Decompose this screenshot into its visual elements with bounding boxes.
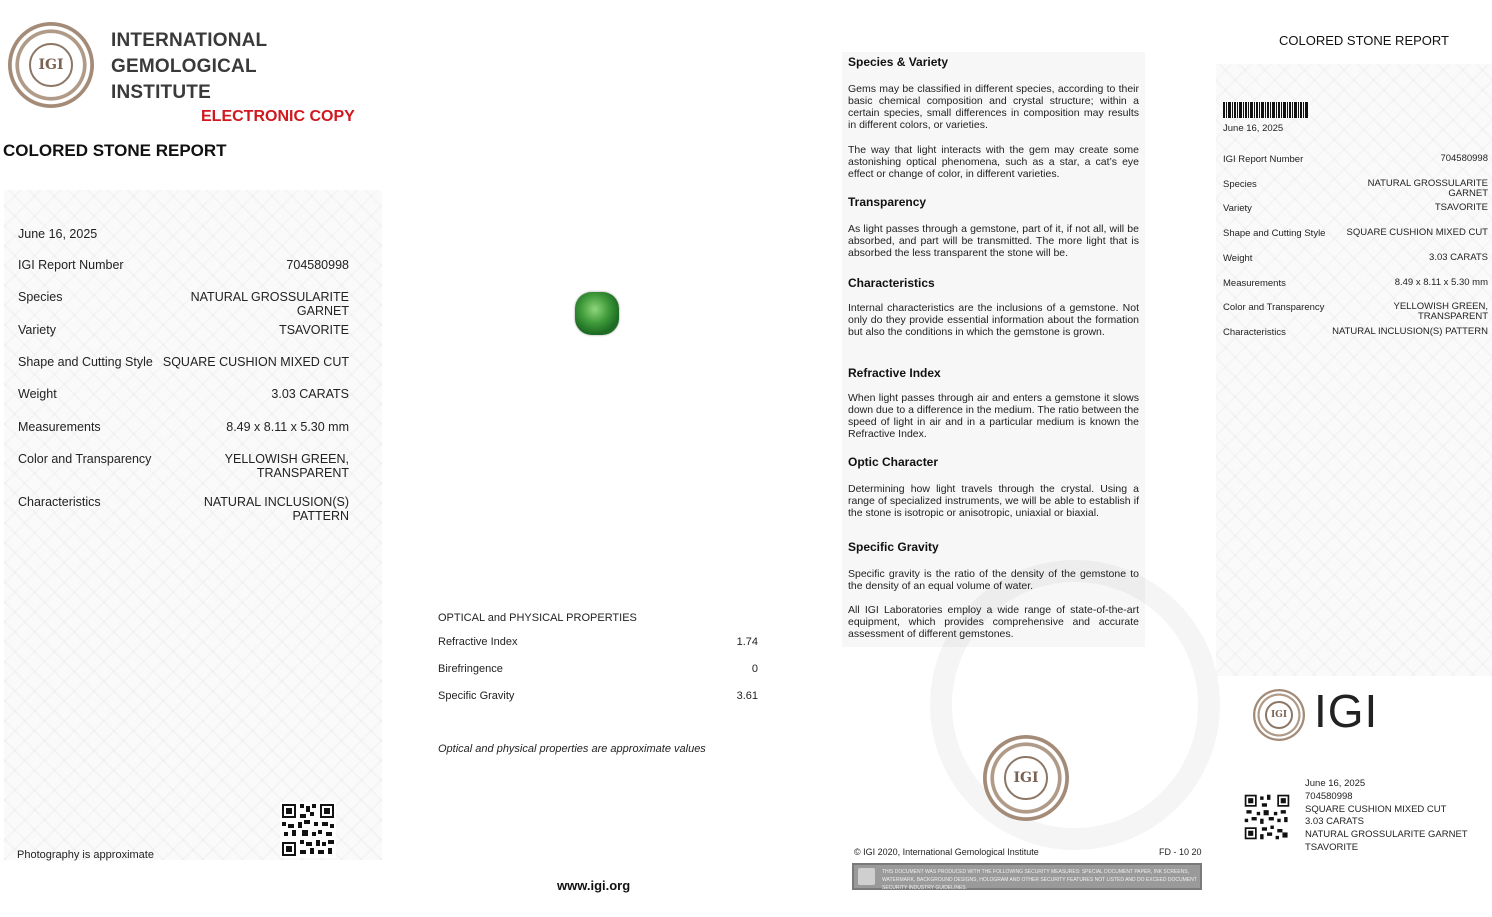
characteristics-value-line2: PATTERN — [292, 509, 349, 523]
rc-shape-label: Shape and Cutting Style — [1223, 228, 1326, 239]
refractive-index-label: Refractive Index — [438, 636, 518, 648]
rc-characteristics-value: NATURAL INCLUSION(S) PATTERN — [1332, 326, 1488, 337]
rc-summary-species: NATURAL GROSSULARITE GARNET — [1305, 829, 1468, 841]
rc-weight-row — [1223, 253, 1488, 264]
org-name — [111, 28, 267, 106]
specific-gravity-text-2: All IGI Laboratories employ a wide range of state-of-the-art equipment, which provides comprehensive and accurate assessment of different gemstones. — [848, 604, 1139, 640]
rc-species-label: Species — [1223, 179, 1257, 190]
right-card-date: June 16, 2025 — [1223, 123, 1284, 134]
shape-label: Shape and Cutting Style — [18, 355, 153, 369]
report-date: June 16, 2025 — [18, 227, 98, 241]
characteristics-text: Internal characteristics are the inclusions of a gemstone. Not only do they provide essential information about the formation but also the conditions in which the gemstone is grown. — [848, 302, 1139, 338]
variety-value: TSAVORITE — [279, 323, 349, 337]
measurements-label: Measurements — [18, 420, 101, 434]
qr-code-icon[interactable] — [280, 802, 336, 858]
rc-variety-value: TSAVORITE — [1434, 202, 1488, 213]
refractive-index-heading: Refractive Index — [848, 366, 941, 380]
rc-color-value — [1394, 302, 1489, 322]
properties-note: Optical and physical properties are approximate values — [438, 743, 706, 755]
copyright-text: © IGI 2020, International Gemological Institute — [854, 847, 1039, 857]
characteristics-label: Characteristics — [18, 495, 101, 509]
rc-weight-value: 3.03 CARATS — [1429, 252, 1488, 263]
transparency-heading: Transparency — [848, 195, 927, 209]
rc-color-value-line2: TRANSPARENT — [1417, 311, 1488, 322]
rc-characteristics-label: Characteristics — [1223, 327, 1286, 338]
optic-character-text: Determining how light travels through the crystal. Using a range of specialized instruments, we will be able to establish if the stone is isotropic or anisotropic, uniaxial or biaxial. — [848, 483, 1139, 519]
report-number-value: 704580998 — [286, 258, 349, 272]
birefringence-row — [438, 663, 758, 675]
rc-color-row — [1223, 301, 1488, 322]
shape-value: SQUARE CUSHION MIXED CUT — [162, 355, 349, 369]
characteristics-value — [204, 495, 349, 523]
rc-species-row — [1223, 178, 1488, 199]
rc-report-number-row — [1223, 154, 1488, 165]
org-name-line1: INTERNATIONAL — [111, 30, 268, 51]
info-seal-text: IGI — [1004, 756, 1048, 800]
rc-weight-label: Weight — [1223, 253, 1253, 264]
birefringence-label: Birefringence — [438, 663, 503, 675]
species-variety-text-1: Gems may be classified in different species, according to their basic chemical composition and crystal structure; within a certain species, small differences in composition may results in different colors, or varieties. — [848, 83, 1139, 131]
org-name-line3: INSTITUTE — [111, 82, 211, 103]
rc-characteristics-row — [1223, 327, 1488, 338]
website-link[interactable]: www.igi.org — [557, 878, 631, 893]
rc-species-value-line1: NATURAL GROSSULARITE — [1367, 178, 1488, 189]
rc-variety-label: Variety — [1223, 203, 1252, 214]
rc-igi-logo: IGI — [1314, 685, 1379, 737]
igi-seal-logo — [8, 22, 94, 108]
security-strip — [852, 863, 1202, 890]
color-label: Color and Transparency — [18, 452, 152, 466]
photo-note: Photography is approximate — [17, 849, 154, 861]
species-variety-text-2: The way that light interacts with the gem may create some astonishing optical phenomena, such as a star, a cat’s eye effect or change of color, in different varieties. — [848, 144, 1139, 180]
specific-gravity-label: Specific Gravity — [438, 690, 515, 702]
rc-summary-variety: TSAVORITE — [1305, 841, 1359, 853]
igi-seal-text: IGI — [29, 43, 73, 87]
specific-gravity-row — [438, 690, 758, 702]
refractive-index-text: When light passes through air and enters a gemstone it slows down due to a difference in the medium. The ratio between the speed of light in air and in a particular medium is known the Refractive Index. — [848, 392, 1139, 440]
refractive-index-row — [438, 636, 758, 648]
weight-value: 3.03 CARATS — [271, 387, 349, 401]
color-value — [225, 452, 349, 480]
right-card-title: COLORED STONE REPORT — [1279, 33, 1449, 48]
rc-species-value — [1368, 179, 1488, 199]
info-panel-bg — [842, 52, 1145, 647]
characteristics-value-line1: NATURAL INCLUSION(S) — [203, 495, 349, 509]
color-value-line1: YELLOWISH GREEN, — [224, 452, 349, 466]
electronic-copy-label: ELECTRONIC COPY — [201, 108, 355, 125]
report-title: COLORED STONE REPORT — [3, 141, 227, 160]
rc-measurements-row — [1223, 278, 1488, 289]
specific-gravity-heading: Specific Gravity — [848, 540, 939, 554]
species-value — [191, 290, 349, 318]
info-seal-logo — [983, 735, 1069, 821]
rc-summary-weight: 3.03 CARATS — [1305, 816, 1364, 828]
characteristics-heading: Characteristics — [848, 276, 935, 290]
org-name-line2: GEMOLOGICAL — [111, 56, 257, 77]
gemstone-photo — [575, 292, 619, 335]
rc-report-number-value: 704580998 — [1440, 153, 1488, 164]
rc-summary-date: June 16, 2025 — [1305, 778, 1366, 789]
report-number-label: IGI Report Number — [18, 258, 124, 272]
rc-report-number-label: IGI Report Number — [1223, 154, 1304, 165]
rc-summary — [1305, 778, 1468, 855]
security-note: THIS DOCUMENT WAS PRODUCED WITH THE FOLLOWING SECURITY MEASURES: SPECIAL DOCUMENT PAPER, INK SCREENS, WATERMARK, BACKGROUND DESIGNS, HOLOGRAM AND OTHER SECURITY FEATURES NOT LISTED AND DO EXCEED DOCUMENT SECURITY INDUSTRY GUIDELINES. — [882, 869, 1197, 891]
specific-gravity-text-1: Specific gravity is the ratio of the density of the gemstone to the density of an equal volume of water. — [848, 568, 1139, 592]
species-value-line2: GARNET — [296, 304, 349, 318]
measurements-value: 8.49 x 8.11 x 5.30 mm — [226, 420, 349, 434]
birefringence-value: 0 — [751, 663, 758, 675]
rc-measurements-label: Measurements — [1223, 278, 1286, 289]
weight-label: Weight — [18, 387, 57, 401]
transparency-text: As light passes through a gemstone, part of it, if not all, will be absorbed, and part will be transmitted. The more light that is absorbed the less transparent the stone will be. — [848, 223, 1139, 259]
form-code: FD - 10 20 — [1159, 847, 1202, 857]
rc-variety-row — [1223, 203, 1488, 214]
optic-character-heading: Optic Character — [848, 455, 939, 469]
rc-color-value-line1: YELLOWISH GREEN, — [1393, 301, 1488, 312]
rc-shape-row — [1223, 228, 1488, 239]
rc-qr-code-icon[interactable] — [1243, 793, 1291, 841]
lock-icon — [858, 868, 875, 885]
refractive-index-value: 1.74 — [736, 636, 758, 648]
rc-measurements-value: 8.49 x 8.11 x 5.30 mm — [1394, 277, 1488, 288]
species-label: Species — [18, 290, 63, 304]
rc-color-label: Color and Transparency — [1223, 302, 1325, 313]
barcode-icon — [1223, 102, 1309, 118]
rc-species-value-line2: GARNET — [1448, 188, 1488, 199]
rc-shape-value: SQUARE CUSHION MIXED CUT — [1346, 227, 1488, 238]
properties-heading: OPTICAL and PHYSICAL PROPERTIES — [438, 612, 637, 624]
rc-summary-number: 704580998 — [1305, 790, 1353, 802]
species-value-line1: NATURAL GROSSULARITE — [190, 290, 349, 304]
rc-seal-text: IGI — [1265, 701, 1293, 729]
rc-summary-shape: SQUARE CUSHION MIXED CUT — [1305, 803, 1447, 815]
species-variety-heading: Species & Variety — [848, 55, 949, 69]
variety-label: Variety — [18, 323, 56, 337]
rc-seal-logo — [1253, 689, 1305, 741]
specific-gravity-value: 3.61 — [736, 690, 758, 702]
color-value-line2: TRANSPARENT — [256, 466, 349, 480]
